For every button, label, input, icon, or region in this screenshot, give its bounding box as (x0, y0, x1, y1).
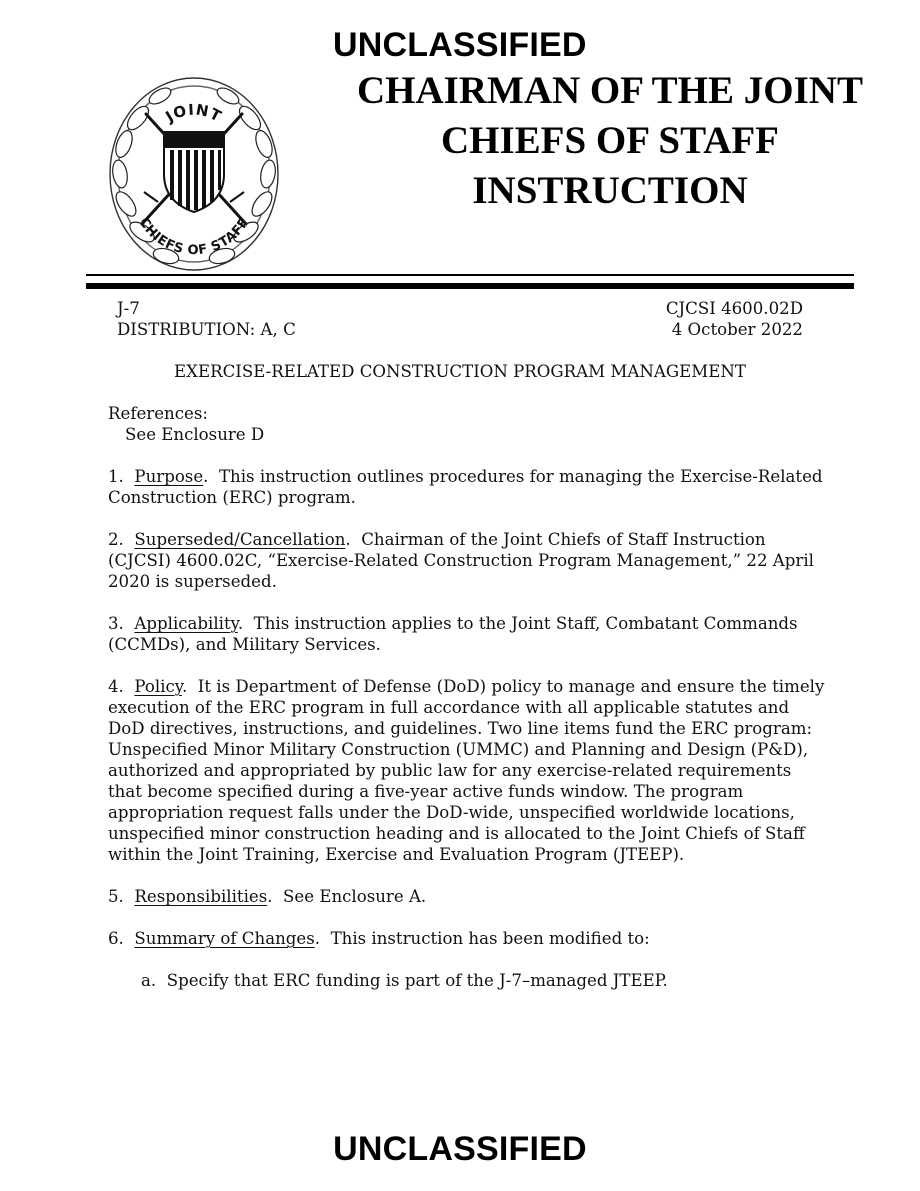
svg-text:JOINT: JOINT (162, 100, 225, 126)
document-title (320, 66, 900, 216)
document-number: CJCSI 4600.02D (665, 299, 803, 318)
header-right (666, 298, 803, 340)
paragraph-summary-of-changes: 6. Summary of Changes. This instruction has been modified to: (108, 929, 650, 948)
paragraph-heading: Applicability (134, 614, 238, 633)
svg-text:CHIEFS OF STAFF: CHIEFS OF STAFF (135, 215, 253, 259)
cjcs-seal-logo (106, 74, 282, 272)
paragraph-heading: Summary of Changes (134, 929, 315, 948)
title-line-1: CHAIRMAN OF THE JOINT (357, 69, 863, 112)
distribution: DISTRIBUTION: A, C (117, 320, 296, 339)
header-left (117, 298, 296, 340)
paragraph-applicability: 3. Applicability. This instruction applies to the Joint Staff, Combatant Commands (CCMDs), and Military Services. (108, 614, 798, 654)
header-rule-thin (86, 274, 854, 276)
references (108, 403, 828, 445)
paragraph-policy: 4. Policy. It is Department of Defense (DoD) policy to manage and ensure the timely execution of the ERC program in full accordance with all applicable statutes and DoD directives, instructions, and guidelines. Two line items fund the ERC program: Unspecified Minor Military Construction (UMMC) and Planning and Design (P&D), authorized and appropriated by public law for any exercise-related requirements that become specified during a five-year active funds window. The program appropriation request falls under the DoD-wide, unspecified worldwide locations, unspecified minor construction heading and is allocated to the Joint Chiefs of Staff within the Joint Training, Exercise and Evaluation Program (JTEEP). (108, 677, 825, 864)
paragraph-heading: Policy (134, 677, 182, 696)
paragraph-heading: Superseded/Cancellation (134, 530, 346, 549)
paragraph-heading: Purpose (134, 467, 204, 486)
office-code: J-7 (117, 299, 140, 318)
summary-item-a: a. Specify that ERC funding is part of the J-7–managed JTEEP. (141, 971, 668, 990)
references-value: See Enclosure D (125, 425, 265, 444)
references-label: References: (108, 404, 208, 423)
paragraph-superseded: 2. Superseded/Cancellation. Chairman of the Joint Chiefs of Staff Instruction (CJCSI) 4600.02C, “Exercise-Related Construction Program Management,” 22 April 2020 is superseded. (108, 530, 814, 591)
paragraph-heading: Responsibilities (134, 887, 268, 906)
subject-line: EXERCISE-RELATED CONSTRUCTION PROGRAM MANAGEMENT (174, 362, 746, 381)
document-body (108, 403, 828, 1012)
paragraph-responsibilities: 5. Responsibilities. See Enclosure A. (108, 887, 427, 906)
classification-banner-top: UNCLASSIFIED (333, 26, 587, 64)
classification-banner-bottom: UNCLASSIFIED (333, 1130, 587, 1168)
header-rule-thick (86, 283, 854, 289)
title-line-2: CHIEFS OF STAFF (440, 119, 780, 162)
document-date: 4 October 2022 (671, 320, 803, 339)
title-line-3: INSTRUCTION (472, 169, 748, 212)
paragraph-purpose: 1. Purpose. This instruction outlines procedures for managing the Exercise-Related Construction (ERC) program. (108, 467, 823, 507)
